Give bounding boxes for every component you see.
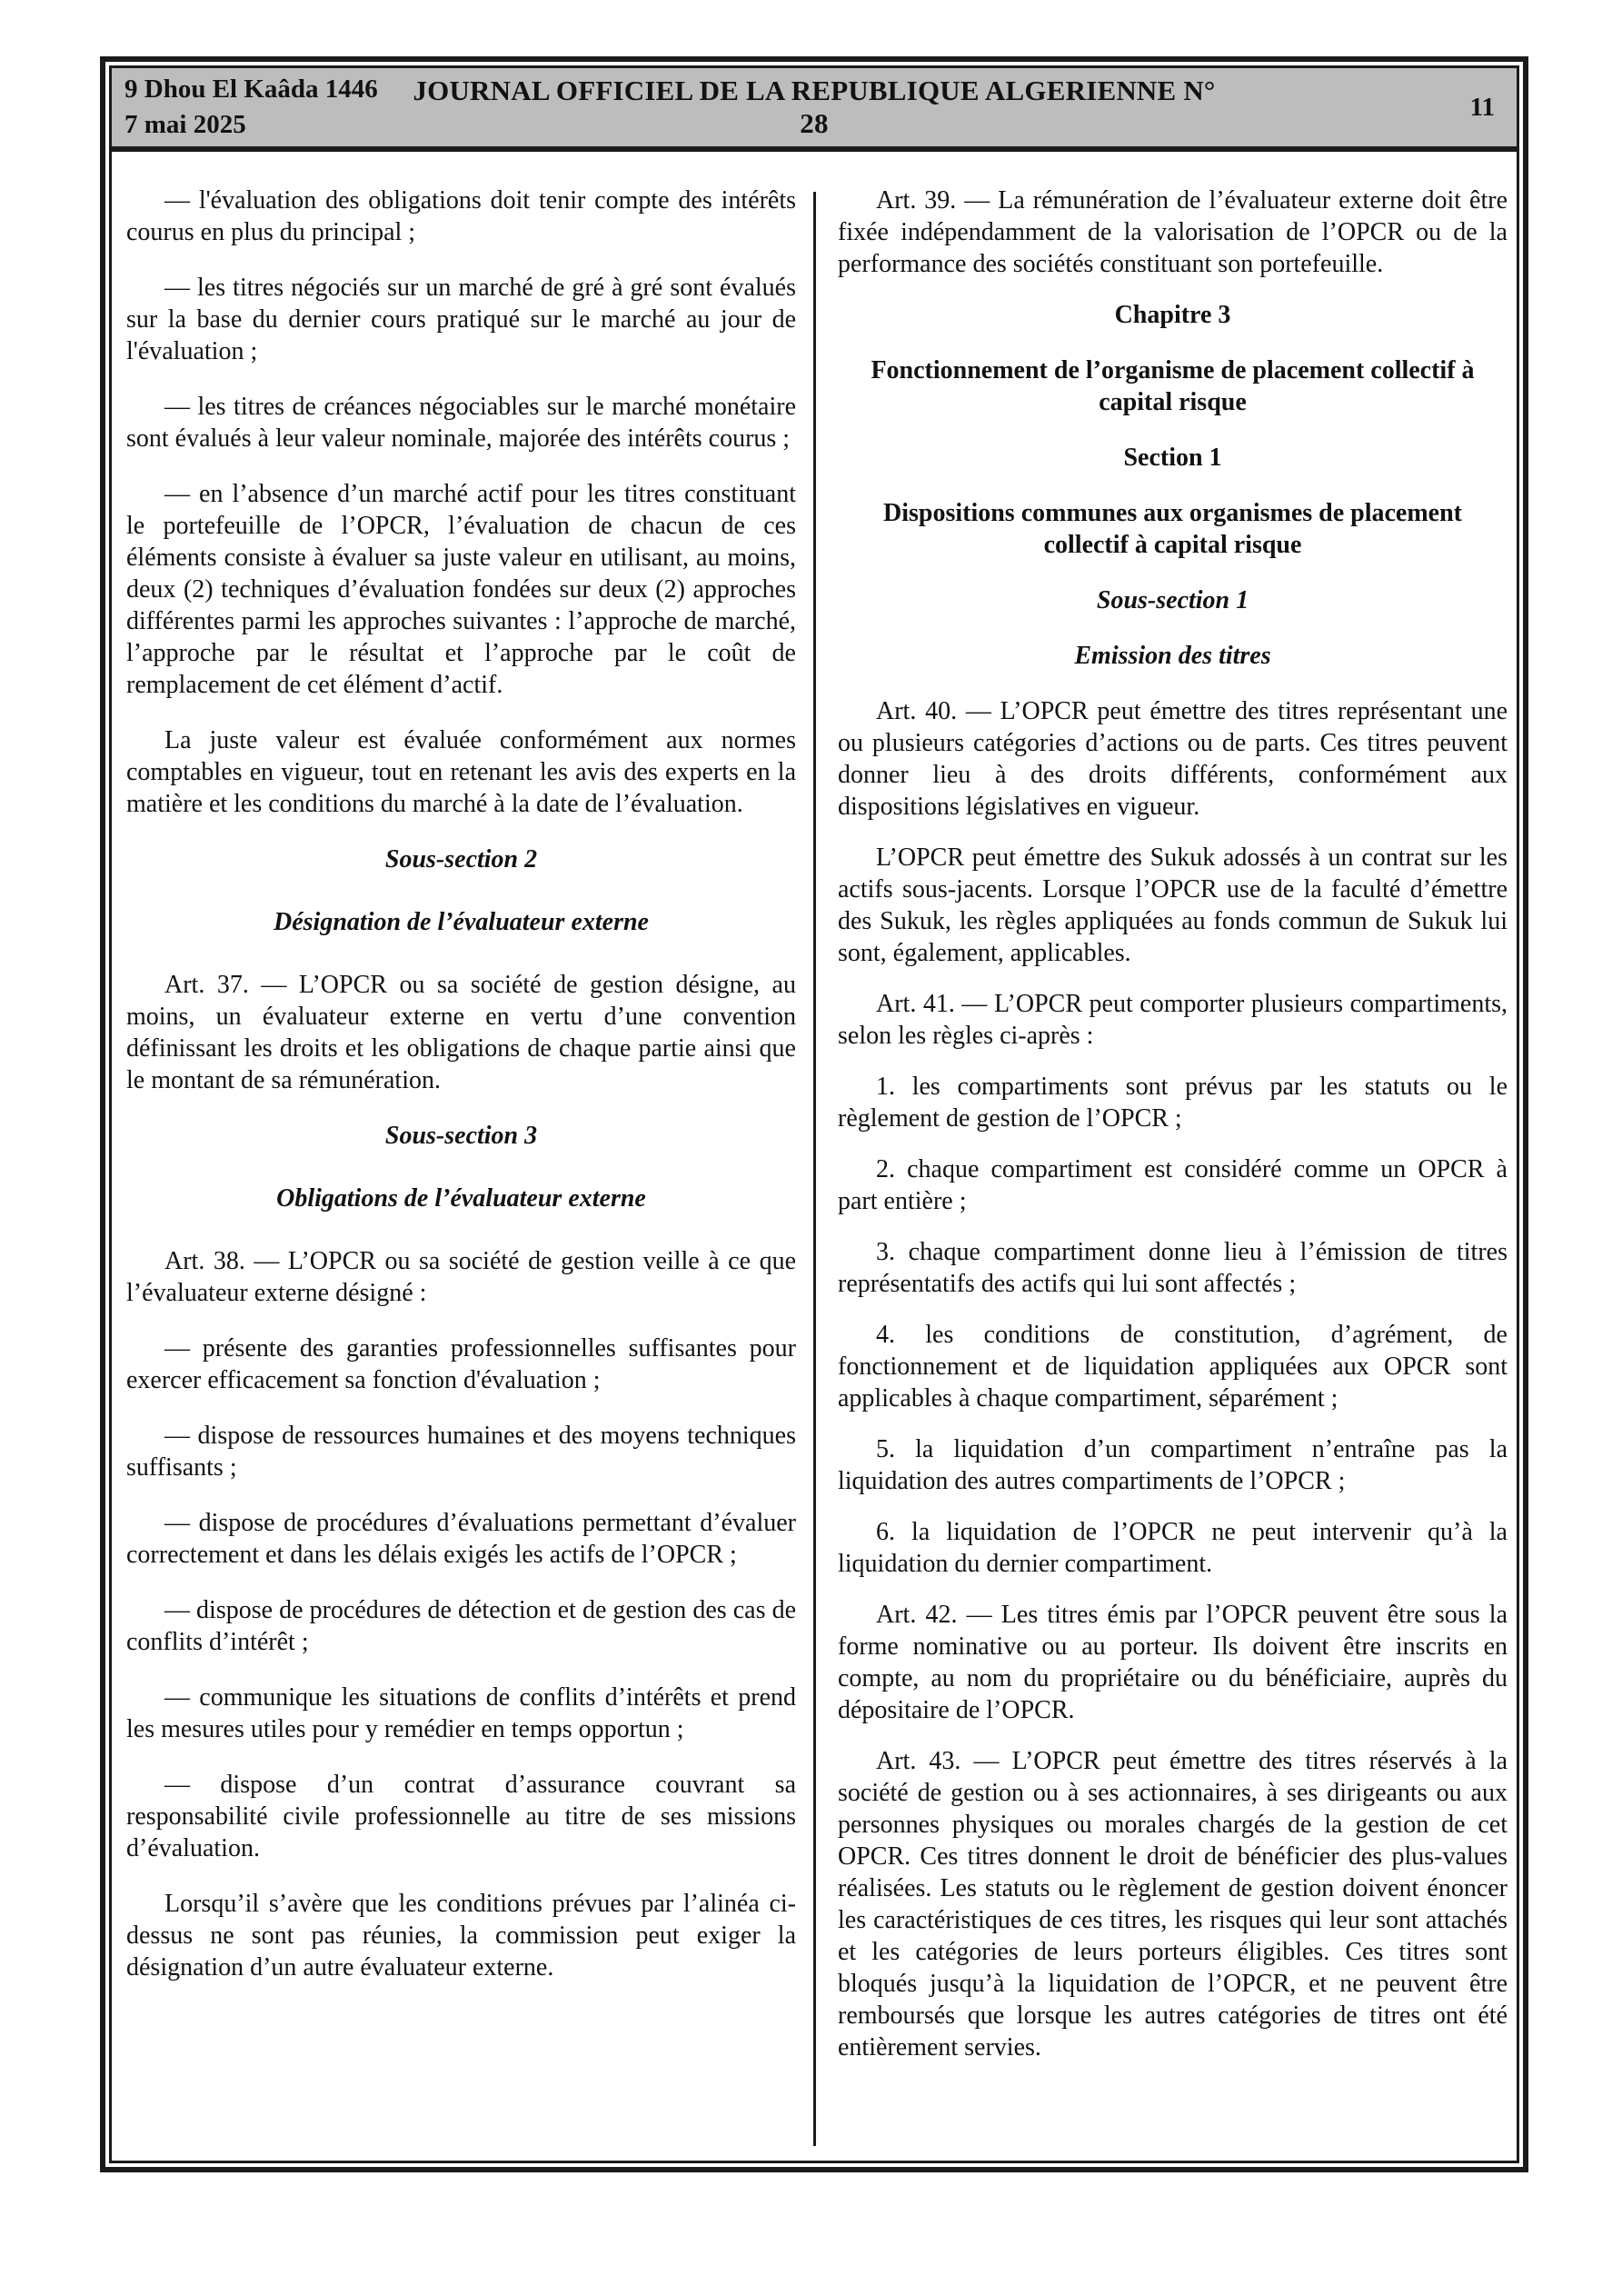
right-column (814, 152, 1517, 2161)
dash-item-communique-situations: — communique les situations de conflits d’intérêts et prend les mesures utiles pour y remédier en temps opportun ; (126, 1683, 796, 1743)
text-columns (112, 152, 1517, 2161)
article-43-paragraph: Art. 43. — L’OPCR peut émettre des titres réservés à la société de gestion ou à ses actionnaires, à ses dirigeants ou aux personnes physiques ou morales chargés de la gestion de cet OPCR. Ces titres donnent le droit de bénéficier des plus-values réalisées. Les statuts ou le règlement de gestion doivent énoncer les caractéristiques de ces titres, les risques qui leur sont attachés et les catégories de leurs porteurs éligibles. Ces titres sont bloqués jusqu’à la liquidation de l’OPCR, et ne peuvent être remboursés que lorsque les autres catégories de titres ont été entièrement servies. (838, 1747, 1508, 2061)
article-39-paragraph: Art. 39. — La rémunération de l’évaluateur externe doit être fixée indépendamment de la valorisation de l’OPCR ou de la performance des sociétés constituant son portefeuille. (838, 186, 1508, 278)
dash-item-absence-marche-actif: — en l’absence d’un marché actif pour les titres constituant le portefeuille de l’OPCR, l’évaluation de chacun de ces éléments consiste à évaluer sa juste valeur en utilisant, au moins, deux (2) techniques d’évaluation fondées sur deux (2) approches différentes parmi les approches suivantes : l’approche de marché, l’approche par le résultat et l’approche par le coût de remplacement de cet élément d’actif. (126, 480, 796, 699)
numbered-item-4: 4. les conditions de constitution, d’agrément, de fonctionnement et de liquidation appliquées aux OPCR sont applicables à chaque compartiment, séparément ; (838, 1321, 1508, 1413)
dash-item-garanties-professionnelles: — présente des garanties professionnelles suffisantes pour exercer efficacement sa fonction d'évaluation ; (126, 1334, 796, 1394)
article-37-paragraph: Art. 37. — L’OPCR ou sa société de gestion désigne, au moins, un évaluateur externe en vertu d’une convention définissant les droits et les obligations de chaque partie ainsi que le montant de sa rémunération. (126, 971, 796, 1094)
dash-item-procedures-detection: — dispose de procédures de détection et de gestion des cas de conflits d’intérêt ; (126, 1596, 796, 1656)
article-40-paragraph: Art. 40. — L’OPCR peut émettre des titres représentant une ou plusieurs catégories d’actions ou de parts. Ces titres peuvent donner lieu à des droits différents, conformément aux dispositions législatives en vigueur. (838, 697, 1508, 821)
paragraph-sukuk: L’OPCR peut émettre des Sukuk adossés à un contrat sur les actifs sous-jacents. Lorsque l’OPCR use de la faculté d’émettre des Sukuk, les règles appliquées au fonds commun de Sukuk lui sont, également, applicables. (838, 844, 1508, 967)
article-38-paragraph: Art. 38. — L’OPCR ou sa société de gestion veille à ce que l’évaluateur externe désigné : (126, 1247, 796, 1307)
sous-section-2-heading: Sous-section 2 (384, 845, 538, 873)
journal-header (112, 68, 1517, 152)
page-frame (100, 56, 1528, 2172)
obligations-evaluateur-externe-heading: Obligations de l’évaluateur externe (276, 1184, 646, 1213)
section-1-subtitle: Dispositions communes aux organismes de placement collectif à capital risque (882, 499, 1462, 559)
numbered-item-5: 5. la liquidation d’un compartiment n’entraîne pas la liquidation des autres compartiments de l’OPCR ; (838, 1435, 1508, 1495)
page-number: 11 (1469, 92, 1495, 122)
page-frame-inner (109, 65, 1519, 2163)
date-hijri: 9 Dhou El Kaâda 1446 (124, 75, 378, 104)
sous-section-1-heading: Sous-section 1 (1096, 586, 1249, 614)
date-gregorian: 7 mai 2025 (124, 110, 246, 139)
dash-item-titres-creances: — les titres de créances négociables sur le marché monétaire sont évalués à leur valeur nominale, majorée des intérêts courus ; (126, 393, 796, 453)
left-column (112, 152, 814, 2161)
emission-des-titres-heading: Emission des titres (1074, 642, 1271, 670)
dash-item-evaluation-obligations: — l'évaluation des obligations doit tenir compte des intérêts courus en plus du principal ; (126, 186, 796, 246)
paragraph-juste-valeur: La juste valeur est évaluée conformément aux normes comptables en vigueur, tout en retenant les avis des experts en la matière et les conditions du marché à la date de l’évaluation. (126, 726, 796, 818)
numbered-item-6: 6. la liquidation de l’OPCR ne peut intervenir qu’à la liquidation du dernier compartiment. (838, 1518, 1508, 1578)
numbered-item-3: 3. chaque compartiment donne lieu à l’émission de titres représentatifs des actifs qui lui sont affectés ; (838, 1238, 1508, 1298)
sous-section-3-heading: Sous-section 3 (384, 1122, 538, 1150)
column-divider (813, 192, 816, 2146)
article-41-paragraph: Art. 41. — L’OPCR peut comporter plusieurs compartiments, selon les règles ci-après : (838, 990, 1508, 1050)
chapitre-3-heading: Chapitre 3 (1114, 301, 1231, 329)
numbered-item-2: 2. chaque compartiment est considéré comme un OPCR à part entière ; (838, 1155, 1508, 1215)
dash-item-procedures-evaluations: — dispose de procédures d’évaluations permettant d’évaluer correctement et dans les délais exigés les actifs de l’OPCR ; (126, 1509, 796, 1569)
chapitre-3-subtitle: Fonctionnement de l’organisme de placement collectif à capital risque (871, 356, 1475, 416)
dash-item-titres-negocies: — les titres négociés sur un marché de gré à gré sont évalués sur la base du dernier cours pratiqué sur le marché au jour de l'évaluation ; (126, 274, 796, 365)
journal-title: JOURNAL OFFICIEL DE LA REPUBLIQUE ALGERIENNE N° 28 (413, 75, 1216, 139)
paragraph-lorsquil-savere: Lorsqu’il s’avère que les conditions prévues par l’alinéa ci-dessus ne sont pas réunies, la commission peut exiger la désignation d’un autre évaluateur externe. (126, 1890, 796, 1982)
header-dates (124, 72, 397, 143)
dash-item-contrat-assurance: — dispose d’un contrat d’assurance couvrant sa responsabilité civile professionnelle au titre de ses missions d’évaluation. (126, 1771, 796, 1862)
dash-item-ressources-humaines: — dispose de ressources humaines et des moyens techniques suffisants ; (126, 1422, 796, 1482)
section-1-heading: Section 1 (1123, 444, 1222, 472)
article-42-paragraph: Art. 42. — Les titres émis par l’OPCR peuvent être sous la forme nominative ou au porteur. Ils doivent être inscrits en compte, au nom du propriétaire ou du bénéficiaire, auprès du dépositaire de l’OPCR. (838, 1601, 1508, 1724)
designation-evaluateur-externe-heading: Désignation de l’évaluateur externe (274, 908, 649, 936)
numbered-item-1: 1. les compartiments sont prévus par les statuts ou le règlement de gestion de l’OPCR ; (838, 1073, 1508, 1133)
